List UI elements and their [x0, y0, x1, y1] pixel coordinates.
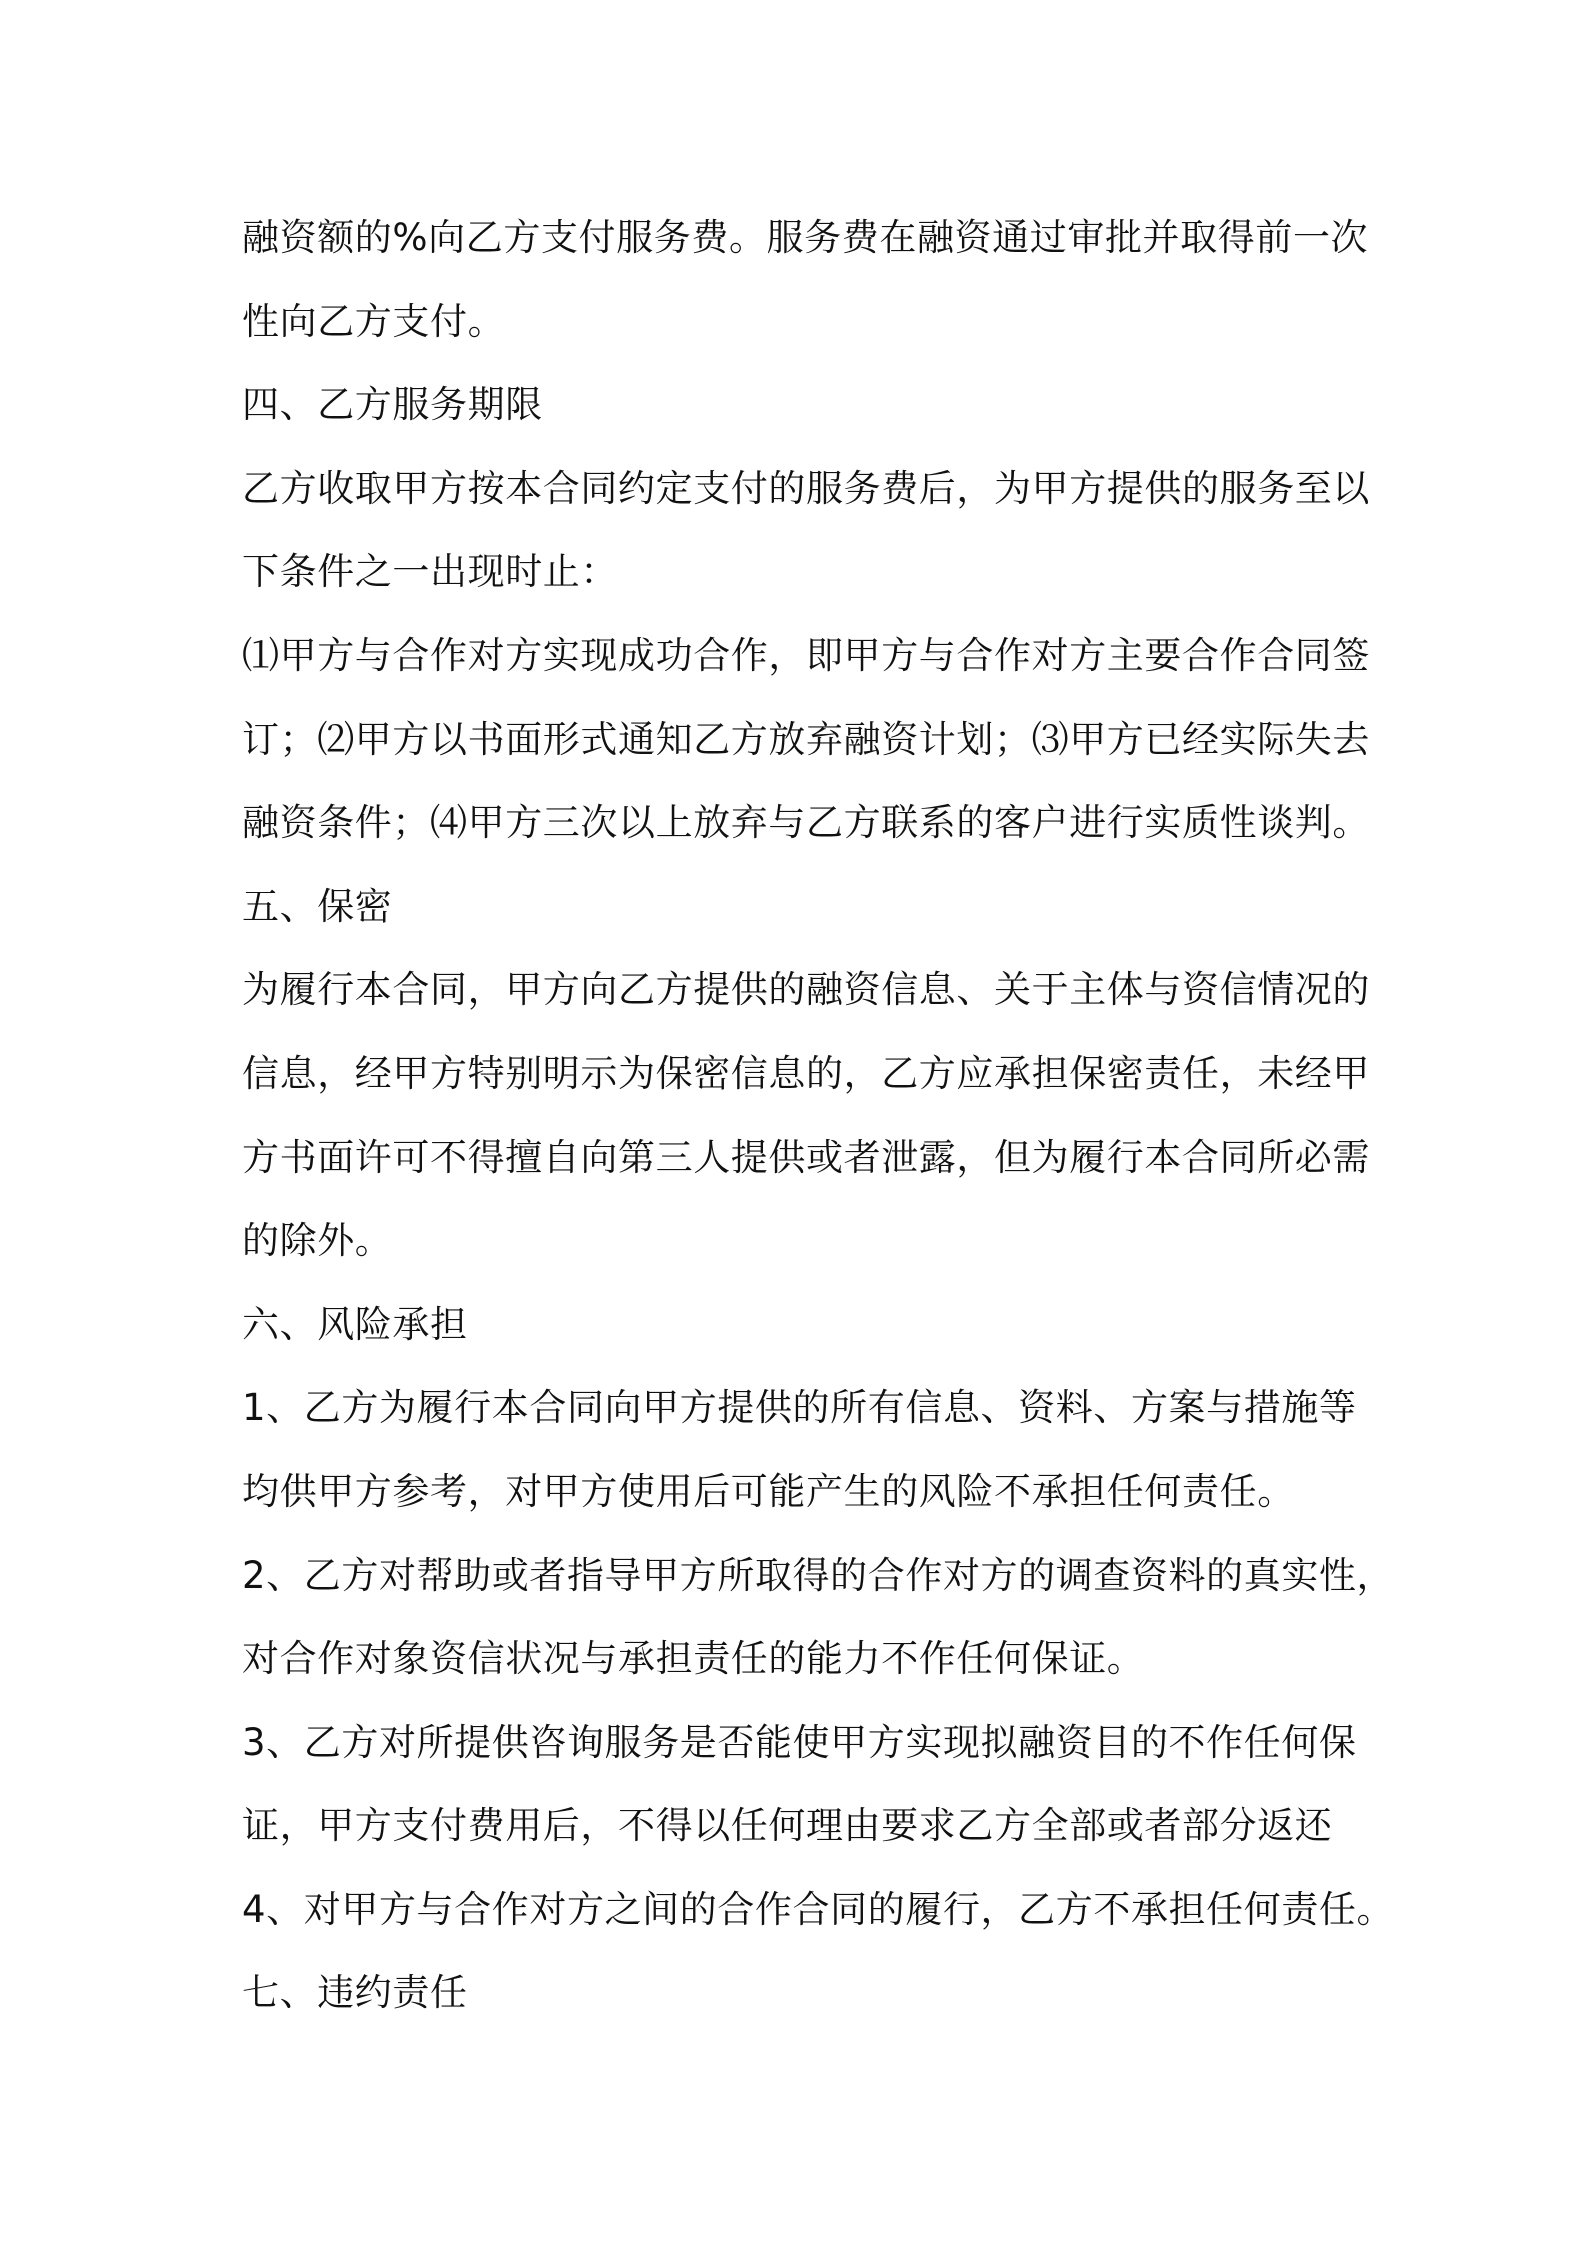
section-heading-service-period: 四、乙方服务期限: [242, 383, 543, 427]
text-line: 4、对甲方与合作对方之间的合作合同的履行，乙方不承担任何责任。: [242, 1887, 1395, 1931]
text-line: 融资额的%向乙方支付服务费。服务费在融资通过审批并取得前一次: [242, 216, 1369, 259]
text-line: 均供甲方参考，对甲方使用后可能产生的风险不承担任何责任。: [242, 1469, 1295, 1513]
text-line: ⑴甲方与合作对方实现成功合作，即甲方与合作对方主要合作合同签: [242, 633, 1370, 677]
text-line: 融资条件；⑷甲方三次以上放弃与乙方联系的客户进行实质性谈判。: [242, 801, 1370, 845]
text-line: 1、乙方为履行本合同向甲方提供的所有信息、资料、方案与措施等: [242, 1386, 1357, 1430]
text-line: 证，甲方支付费用后，不得以任何理由要求乙方全部或者部分返还: [242, 1804, 1333, 1848]
text-line: 对合作对象资信状况与承担责任的能力不作任何保证。: [242, 1637, 1145, 1681]
text-line: 2、乙方对帮助或者指导甲方所取得的合作对方的调查资料的真实性，: [242, 1553, 1395, 1597]
section-heading-risk: 六、风险承担: [242, 1302, 468, 1346]
text-line: 信息，经甲方特别明示为保密信息的，乙方应承担保密责任，未经甲: [242, 1051, 1370, 1095]
section-heading-breach-liability: 七、违约责任: [242, 1971, 468, 2015]
document-body: [242, 196, 1395, 2035]
text-line: 订；⑵甲方以书面形式通知乙方放弃融资计划；⑶甲方已经实际失去: [242, 717, 1370, 761]
text-line: 下条件之一出现时止：: [242, 550, 618, 594]
text-line: 的除外。: [242, 1219, 393, 1263]
text-line: 3、乙方对所提供咨询服务是否能使甲方实现拟融资目的不作任何保: [242, 1720, 1357, 1764]
text-line: 性向乙方支付。: [242, 299, 506, 343]
section-heading-confidentiality: 五、保密: [242, 884, 393, 928]
text-line: 乙方收取甲方按本合同约定支付的服务费后，为甲方提供的服务至以: [242, 466, 1370, 510]
text-line: 方书面许可不得擅自向第三人提供或者泄露，但为履行本合同所必需: [242, 1135, 1370, 1179]
text-line: 为履行本合同，甲方向乙方提供的融资信息、关于主体与资信情况的: [242, 968, 1370, 1012]
